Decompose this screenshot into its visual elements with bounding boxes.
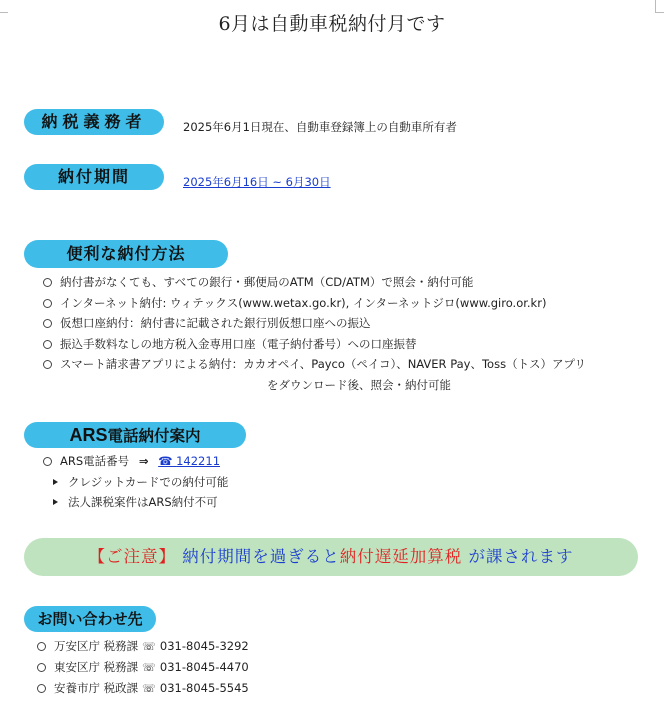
contact-phone[interactable]: 031-8045-5545 [159, 681, 249, 695]
ars-heading-rest: 電話納付案内 [107, 427, 201, 445]
contact-item [37, 657, 249, 678]
ars-number: 142211 [176, 454, 221, 468]
contact-item [37, 636, 249, 657]
list-item: 振込手数料なしの地方税入金専用口座（電子納付番号）への口座振替 [43, 334, 586, 355]
ars-phone-link[interactable] [158, 454, 220, 468]
list-item: クレジットカードでの納付可能 [43, 472, 228, 493]
ars-heading-bold: ARS [69, 425, 108, 445]
list-item: スマート請求書アプリによる納付：カカオペイ、Payco（ペイコ）、NAVER Pay、Toss（トス）アプリ [43, 354, 586, 375]
notice-part1: 納付期間を過ぎると [182, 547, 340, 566]
triangle-bullet-icon [53, 499, 58, 505]
ars-number-row [43, 451, 228, 472]
notice-tag: ご注意 [106, 547, 159, 566]
late-payment-notice [24, 538, 638, 576]
contact-phone[interactable]: 031-8045-4470 [159, 660, 249, 674]
telephone-icon: ☏ [142, 661, 156, 674]
contact-office: 東安区庁 税務課 [54, 660, 139, 674]
circle-bullet-icon [43, 457, 52, 466]
telephone-icon: ☏ [142, 640, 156, 653]
ars-number-label: ARS電話番号 [60, 454, 130, 468]
arrow-icon: ⇒ [138, 454, 149, 468]
list-item: 仮想口座納付：納付書に記載された銀行別仮想口座への振込 [43, 313, 586, 334]
circle-bullet-icon [43, 299, 52, 308]
circle-bullet-icon [43, 319, 52, 328]
methods-heading: 便利な納付方法 [24, 240, 228, 268]
contact-list [37, 636, 249, 699]
circle-bullet-icon [37, 642, 46, 651]
notice-bracket-close: 】 [158, 547, 176, 566]
contact-office: 安養市庁 税政課 [54, 681, 139, 695]
ars-heading [24, 422, 246, 448]
circle-bullet-icon [43, 340, 52, 349]
methods-list [43, 272, 586, 395]
list-item: 納付書がなくても、すべての銀行・郵便局のATM（CD/ATM）で照会・納付可能 [43, 272, 586, 293]
period-text[interactable]: 2025年6月16日 ~ 6月30日 [183, 175, 331, 189]
triangle-bullet-icon [53, 479, 58, 485]
period-heading: 納付期間 [24, 164, 164, 190]
circle-bullet-icon [43, 360, 52, 369]
circle-bullet-icon [37, 663, 46, 672]
taxpayer-heading: 納税義務者 [24, 109, 164, 135]
contact-office: 万安区庁 税務課 [54, 639, 139, 653]
list-item: インターネット納付: ウィテックス(www.wetax.go.kr), インターネットジロ(www.giro.or.kr) [43, 293, 586, 314]
phone-icon: ☎ [158, 454, 173, 468]
notice-part3: が課されます [468, 547, 574, 566]
notice-bracket-open: 【 [88, 547, 106, 566]
circle-bullet-icon [43, 278, 52, 287]
taxpayer-text: 2025年6月1日現在、自動車登録簿上の自動車所有者 [183, 120, 457, 134]
contact-heading: お問い合わせ先 [24, 606, 156, 632]
list-item: 法人課税案件はARS納付不可 [43, 492, 228, 513]
list-item-continuation: をダウンロード後、照会・納付可能 [267, 377, 451, 392]
contact-item [37, 678, 249, 699]
contact-phone[interactable]: 031-8045-3292 [159, 639, 249, 653]
circle-bullet-icon [37, 684, 46, 693]
telephone-icon: ☏ [142, 682, 156, 695]
notice-part2: 納付遅延加算税 [339, 547, 463, 566]
page-title: 6月は自動車税納付月です [218, 13, 446, 35]
ars-list [43, 451, 228, 513]
